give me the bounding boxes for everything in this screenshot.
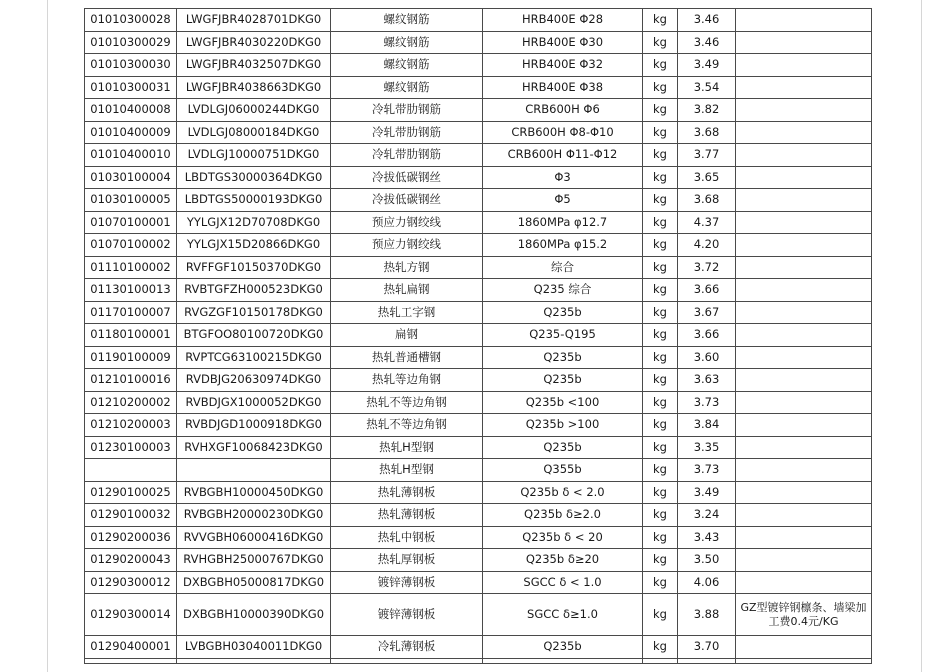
system-code-cell: RVPTCG63100215DKG0 <box>177 346 331 369</box>
price-cell: 3.82 <box>678 99 736 122</box>
price-cell: 3.68 <box>678 121 736 144</box>
spec-cell: 1860MPa φ12.7 <box>483 211 643 234</box>
material-code-cell: 01230100003 <box>85 436 177 459</box>
spec-cell: Q355b <box>483 459 643 482</box>
price-cell: 3.49 <box>678 481 736 504</box>
unit-cell: kg <box>643 144 678 167</box>
unit-cell: kg <box>643 31 678 54</box>
material-code-cell: 01070100001 <box>85 211 177 234</box>
table-row <box>85 369 872 392</box>
spec-cell: 1860MPa φ15.2 <box>483 234 643 257</box>
material-name-cell: 螺纹钢筋 <box>331 54 483 77</box>
material-code-cell: 01290100032 <box>85 504 177 527</box>
spec-cell: SGCC δ < 1.0 <box>483 571 643 594</box>
note-cell <box>736 346 872 369</box>
note-cell <box>736 166 872 189</box>
spec-cell: Q235b <box>483 636 643 659</box>
system-code-cell: YYLGJX12D70708DKG0 <box>177 211 331 234</box>
spec-cell: HRB400E Φ28 <box>483 9 643 32</box>
unit-cell: kg <box>643 324 678 347</box>
note-cell <box>736 636 872 659</box>
table-row <box>85 31 872 54</box>
material-code-cell: 01190100009 <box>85 346 177 369</box>
spec-cell: HRB400E Φ32 <box>483 54 643 77</box>
spec-cell: Q235b δ≥2.0 <box>483 504 643 527</box>
material-code-cell: 01030100004 <box>85 166 177 189</box>
material-name-cell: 镀锌薄钢板 <box>331 594 483 636</box>
table-row <box>85 76 872 99</box>
material-code-cell: 01010400008 <box>85 99 177 122</box>
system-code-cell: RVDBJG20630974DKG0 <box>177 369 331 392</box>
spec-cell: Q235b >100 <box>483 414 643 437</box>
spec-cell: Q235 综合 <box>483 279 643 302</box>
spec-cell: Q235b δ < 20 <box>483 526 643 549</box>
table-row <box>85 54 872 77</box>
empty-cell <box>85 658 177 663</box>
system-code-cell: RVHXGF10068423DKG0 <box>177 436 331 459</box>
spec-cell: Q235b <box>483 301 643 324</box>
material-code-cell: 01290300012 <box>85 571 177 594</box>
material-name-cell: 热轧工字钢 <box>331 301 483 324</box>
spec-cell: Φ3 <box>483 166 643 189</box>
unit-cell: kg <box>643 346 678 369</box>
material-name-cell: 热轧等边角钢 <box>331 369 483 392</box>
table-row <box>85 459 872 482</box>
note-cell <box>736 369 872 392</box>
material-name-cell: 预应力钢绞线 <box>331 234 483 257</box>
note-cell <box>736 9 872 32</box>
material-name-cell: 冷拔低碳钢丝 <box>331 189 483 212</box>
material-code-cell: 01290400001 <box>85 636 177 659</box>
material-name-cell: 热轧扁钢 <box>331 279 483 302</box>
unit-cell: kg <box>643 9 678 32</box>
unit-cell: kg <box>643 459 678 482</box>
note-cell <box>736 144 872 167</box>
note-cell <box>736 211 872 234</box>
note-cell <box>736 391 872 414</box>
price-cell: 3.66 <box>678 279 736 302</box>
unit-cell: kg <box>643 504 678 527</box>
material-code-cell: 01210200002 <box>85 391 177 414</box>
material-name-cell: 热轧薄钢板 <box>331 504 483 527</box>
table-row <box>85 256 872 279</box>
empty-cell <box>177 658 331 663</box>
system-code-cell: RVVGBH06000416DKG0 <box>177 526 331 549</box>
note-cell <box>736 256 872 279</box>
material-code-cell <box>85 459 177 482</box>
price-cell: 3.46 <box>678 31 736 54</box>
material-name-cell: 冷轧带肋钢筋 <box>331 144 483 167</box>
system-code-cell: RVBDJGD1000918DKG0 <box>177 414 331 437</box>
material-code-cell: 01290200043 <box>85 549 177 572</box>
system-code-cell: LVDLGJ10000751DKG0 <box>177 144 331 167</box>
empty-cell <box>483 658 643 663</box>
unit-cell: kg <box>643 414 678 437</box>
system-code-cell: LWGFJBR4028701DKG0 <box>177 9 331 32</box>
material-code-cell: 01010300029 <box>85 31 177 54</box>
material-name-cell: 热轧不等边角钢 <box>331 391 483 414</box>
material-name-cell: 预应力钢绞线 <box>331 211 483 234</box>
price-cell: 3.49 <box>678 54 736 77</box>
price-cell: 3.65 <box>678 166 736 189</box>
material-name-cell: 热轧薄钢板 <box>331 481 483 504</box>
system-code-cell: LBDTGS30000364DKG0 <box>177 166 331 189</box>
system-code-cell: RVBDJGX1000052DKG0 <box>177 391 331 414</box>
material-code-cell: 01130100013 <box>85 279 177 302</box>
system-code-cell: YYLGJX15D20866DKG0 <box>177 234 331 257</box>
material-name-cell: 镀锌薄钢板 <box>331 571 483 594</box>
material-code-cell: 01010300030 <box>85 54 177 77</box>
material-code-cell: 01010300028 <box>85 9 177 32</box>
price-cell: 4.20 <box>678 234 736 257</box>
note-cell <box>736 99 872 122</box>
note-cell <box>736 234 872 257</box>
price-cell: 3.67 <box>678 301 736 324</box>
system-code-cell: LVBGBH03040011DKG0 <box>177 636 331 659</box>
note-cell: GZ型镀锌钢檩条、墙梁加工费0.4元/KG <box>736 594 872 636</box>
table-row <box>85 166 872 189</box>
unit-cell: kg <box>643 99 678 122</box>
price-cell: 3.66 <box>678 324 736 347</box>
table-row-cutoff <box>85 658 872 663</box>
price-cell: 3.77 <box>678 144 736 167</box>
spec-cell: Q235b <box>483 346 643 369</box>
note-cell <box>736 526 872 549</box>
system-code-cell: RVGZGF10150178DKG0 <box>177 301 331 324</box>
unit-cell: kg <box>643 636 678 659</box>
table-row <box>85 144 872 167</box>
empty-cell <box>736 658 872 663</box>
table-row <box>85 346 872 369</box>
table-row <box>85 526 872 549</box>
material-code-cell: 01010400009 <box>85 121 177 144</box>
table-row <box>85 481 872 504</box>
unit-cell: kg <box>643 76 678 99</box>
table-row <box>85 211 872 234</box>
table-row <box>85 414 872 437</box>
spec-cell: HRB400E Φ30 <box>483 31 643 54</box>
unit-cell: kg <box>643 234 678 257</box>
unit-cell: kg <box>643 369 678 392</box>
page-left-border <box>47 0 48 672</box>
table-row <box>85 189 872 212</box>
system-code-cell <box>177 459 331 482</box>
spec-cell: Q235-Q195 <box>483 324 643 347</box>
system-code-cell: LWGFJBR4032507DKG0 <box>177 54 331 77</box>
system-code-cell: RVBGBH20000230DKG0 <box>177 504 331 527</box>
material-name-cell: 热轧H型钢 <box>331 459 483 482</box>
table-row <box>85 279 872 302</box>
material-name-cell: 螺纹钢筋 <box>331 9 483 32</box>
spec-cell: 综合 <box>483 256 643 279</box>
spec-cell: CRB600H Φ6 <box>483 99 643 122</box>
material-name-cell: 冷轧带肋钢筋 <box>331 121 483 144</box>
material-name-cell: 螺纹钢筋 <box>331 76 483 99</box>
system-code-cell: RVHGBH25000767DKG0 <box>177 549 331 572</box>
unit-cell: kg <box>643 189 678 212</box>
unit-cell: kg <box>643 256 678 279</box>
material-code-cell: 01030100005 <box>85 189 177 212</box>
material-name-cell: 热轧H型钢 <box>331 436 483 459</box>
material-code-cell: 01170100007 <box>85 301 177 324</box>
material-name-cell: 冷轧带肋钢筋 <box>331 99 483 122</box>
material-code-cell: 01210200003 <box>85 414 177 437</box>
table-row <box>85 234 872 257</box>
unit-cell: kg <box>643 549 678 572</box>
material-name-cell: 螺纹钢筋 <box>331 31 483 54</box>
material-name-cell: 冷拔低碳钢丝 <box>331 166 483 189</box>
material-code-cell: 01070100002 <box>85 234 177 257</box>
system-code-cell: LBDTGS50000193DKG0 <box>177 189 331 212</box>
unit-cell: kg <box>643 571 678 594</box>
material-code-cell: 01010400010 <box>85 144 177 167</box>
system-code-cell: RVBTGFZH000523DKG0 <box>177 279 331 302</box>
price-cell: 3.88 <box>678 594 736 636</box>
system-code-cell: LVDLGJ08000184DKG0 <box>177 121 331 144</box>
material-code-cell: 01290300014 <box>85 594 177 636</box>
system-code-cell: LWGFJBR4030220DKG0 <box>177 31 331 54</box>
price-cell: 3.72 <box>678 256 736 279</box>
table-row <box>85 594 872 636</box>
spec-cell: Q235b <box>483 436 643 459</box>
spec-cell: Q235b <100 <box>483 391 643 414</box>
spec-cell: SGCC δ≥1.0 <box>483 594 643 636</box>
table-row <box>85 436 872 459</box>
table-row <box>85 301 872 324</box>
material-name-cell: 扁钢 <box>331 324 483 347</box>
material-code-cell: 01210100016 <box>85 369 177 392</box>
table-row <box>85 324 872 347</box>
system-code-cell: LWGFJBR4038663DKG0 <box>177 76 331 99</box>
material-code-cell: 01290200036 <box>85 526 177 549</box>
price-cell: 3.63 <box>678 369 736 392</box>
table-row <box>85 121 872 144</box>
price-cell: 3.73 <box>678 391 736 414</box>
spec-cell: HRB400E Φ38 <box>483 76 643 99</box>
price-cell: 3.84 <box>678 414 736 437</box>
price-cell: 3.70 <box>678 636 736 659</box>
page-right-border <box>921 0 922 672</box>
spec-cell: Q235b δ < 2.0 <box>483 481 643 504</box>
spec-cell: Φ5 <box>483 189 643 212</box>
table-row <box>85 99 872 122</box>
price-cell: 3.46 <box>678 9 736 32</box>
price-cell: 3.50 <box>678 549 736 572</box>
system-code-cell: DXBGBH10000390DKG0 <box>177 594 331 636</box>
empty-cell <box>331 658 483 663</box>
unit-cell: kg <box>643 211 678 234</box>
material-code-cell: 01010300031 <box>85 76 177 99</box>
spec-cell: Q235b <box>483 369 643 392</box>
unit-cell: kg <box>643 526 678 549</box>
note-cell <box>736 54 872 77</box>
note-cell <box>736 324 872 347</box>
spec-cell: CRB600H Φ8-Φ10 <box>483 121 643 144</box>
note-cell <box>736 189 872 212</box>
price-cell: 4.37 <box>678 211 736 234</box>
note-cell <box>736 549 872 572</box>
price-cell: 3.24 <box>678 504 736 527</box>
spec-cell: CRB600H Φ11-Φ12 <box>483 144 643 167</box>
table-body <box>85 9 872 664</box>
material-code-cell: 01290100025 <box>85 481 177 504</box>
note-cell <box>736 279 872 302</box>
note-cell <box>736 76 872 99</box>
note-cell <box>736 481 872 504</box>
unit-cell: kg <box>643 594 678 636</box>
note-cell <box>736 31 872 54</box>
system-code-cell: RVFFGF10150370DKG0 <box>177 256 331 279</box>
system-code-cell: BTGFOO80100720DKG0 <box>177 324 331 347</box>
unit-cell: kg <box>643 391 678 414</box>
empty-cell <box>643 658 678 663</box>
empty-cell <box>678 658 736 663</box>
material-price-table <box>84 8 872 664</box>
material-name-cell: 冷轧薄钢板 <box>331 636 483 659</box>
note-cell <box>736 571 872 594</box>
table-row <box>85 391 872 414</box>
unit-cell: kg <box>643 436 678 459</box>
spec-cell: Q235b δ≥20 <box>483 549 643 572</box>
table-row <box>85 549 872 572</box>
note-cell <box>736 301 872 324</box>
system-code-cell: DXBGBH05000817DKG0 <box>177 571 331 594</box>
note-cell <box>736 121 872 144</box>
material-name-cell: 热轧方钢 <box>331 256 483 279</box>
unit-cell: kg <box>643 301 678 324</box>
table-row <box>85 504 872 527</box>
price-cell: 3.35 <box>678 436 736 459</box>
note-cell <box>736 436 872 459</box>
table-row <box>85 571 872 594</box>
price-cell: 3.60 <box>678 346 736 369</box>
unit-cell: kg <box>643 481 678 504</box>
material-name-cell: 热轧厚钢板 <box>331 549 483 572</box>
material-name-cell: 热轧普通槽钢 <box>331 346 483 369</box>
unit-cell: kg <box>643 166 678 189</box>
material-code-cell: 01110100002 <box>85 256 177 279</box>
price-cell: 3.54 <box>678 76 736 99</box>
system-code-cell: LVDLGJ06000244DKG0 <box>177 99 331 122</box>
note-cell <box>736 459 872 482</box>
system-code-cell: RVBGBH10000450DKG0 <box>177 481 331 504</box>
note-cell <box>736 414 872 437</box>
unit-cell: kg <box>643 121 678 144</box>
table-row <box>85 636 872 659</box>
price-cell: 3.43 <box>678 526 736 549</box>
unit-cell: kg <box>643 279 678 302</box>
material-name-cell: 热轧不等边角钢 <box>331 414 483 437</box>
material-code-cell: 01180100001 <box>85 324 177 347</box>
price-cell: 3.73 <box>678 459 736 482</box>
note-cell <box>736 504 872 527</box>
price-cell: 4.06 <box>678 571 736 594</box>
material-name-cell: 热轧中钢板 <box>331 526 483 549</box>
price-cell: 3.68 <box>678 189 736 212</box>
table-row <box>85 9 872 32</box>
price-table-sheet <box>84 8 871 664</box>
unit-cell: kg <box>643 54 678 77</box>
